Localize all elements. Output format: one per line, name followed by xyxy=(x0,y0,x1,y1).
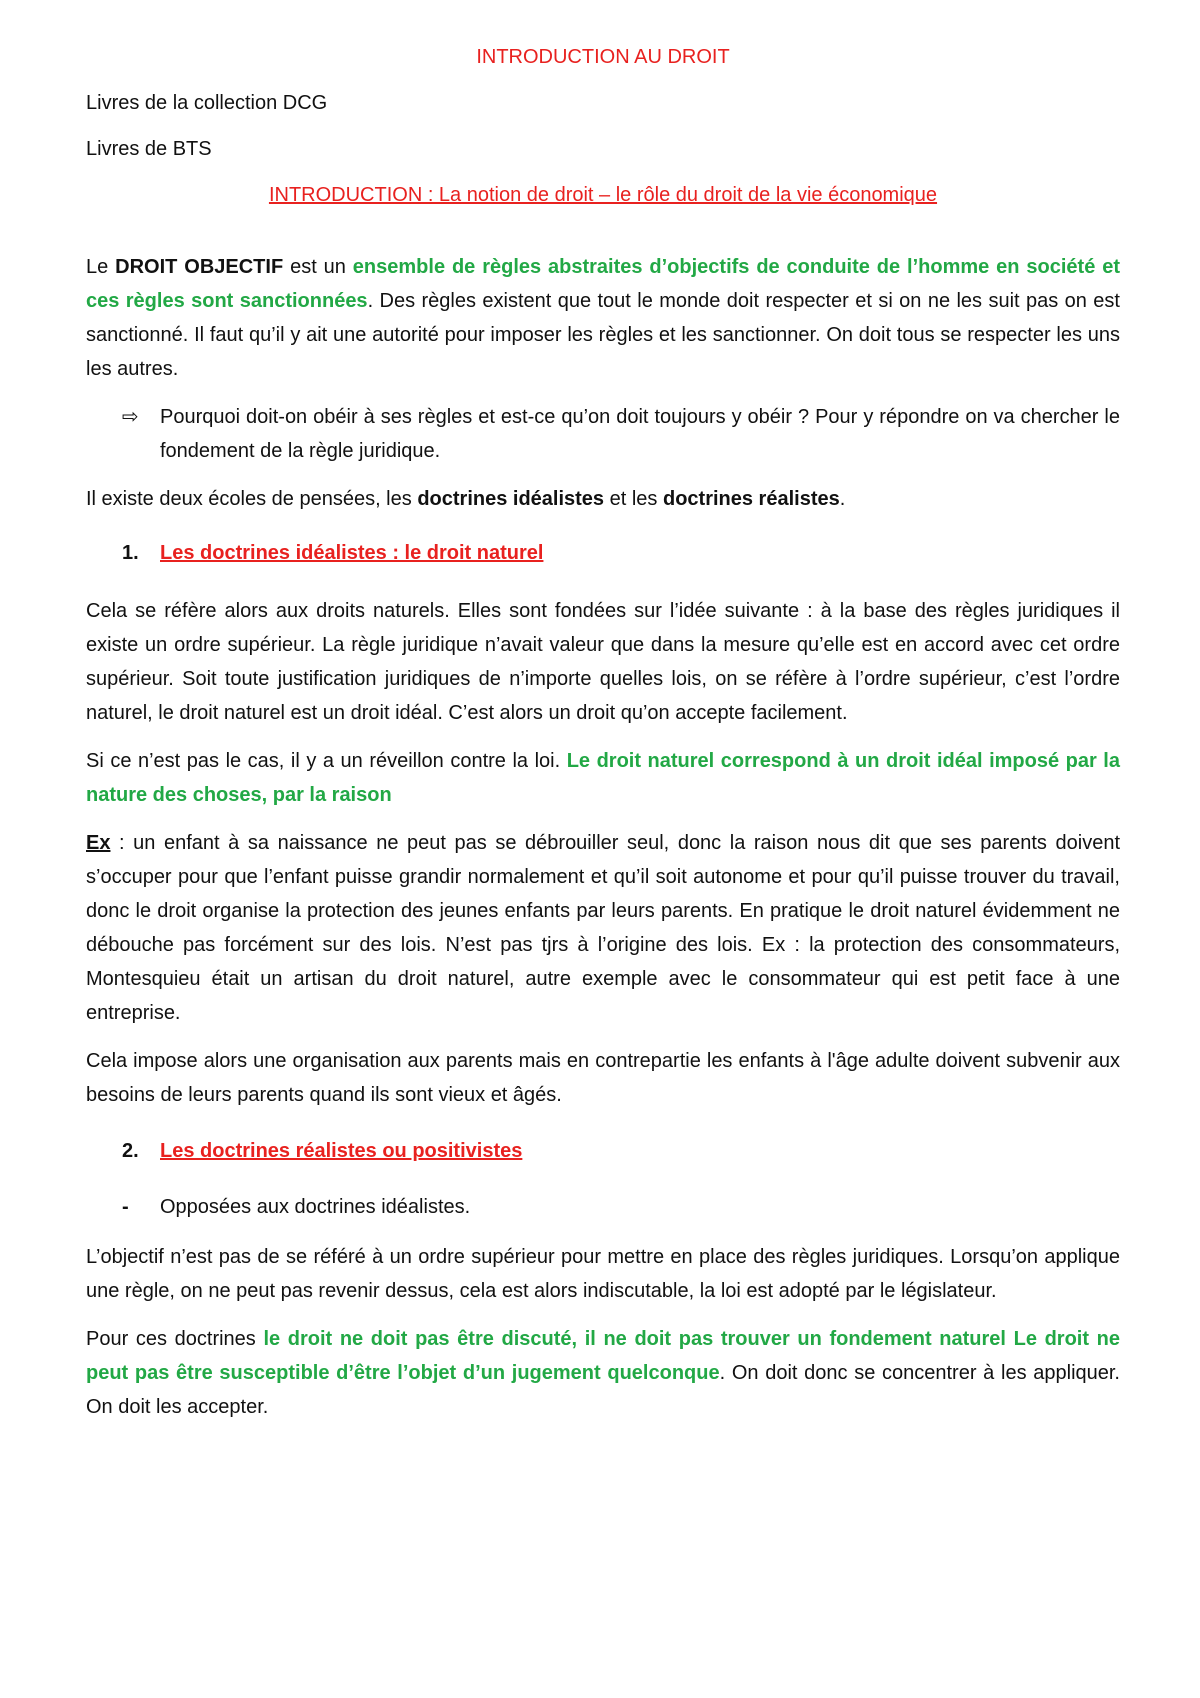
section-number: 1. xyxy=(122,542,139,564)
arrow-bullet-item xyxy=(86,400,1120,468)
text-run: Si ce n’est pas le cas, il y a un réveillon contre la loi. xyxy=(86,750,567,772)
document-title: INTRODUCTION AU DROIT xyxy=(476,46,730,68)
section-heading-2 xyxy=(86,1136,1120,1166)
arrow-right-icon: ⇨ xyxy=(122,406,139,428)
example-label: Ex xyxy=(86,832,111,854)
dash-mark: - xyxy=(122,1196,129,1218)
bold-term: doctrines réalistes xyxy=(662,488,840,510)
paragraph-droits-naturels: Cela se réfère alors aux droits naturels. Elles sont fondées sur l’idée suivante : à la base des règles juridiques il existe un ordre supérieur. La règle juridique n’avait valeur que dans la mesure qu’elle est en accord avec cet ordre supérieur. Soit toute justification juridiques de n’importe quelles lois, on se réfère à l’ordre supérieur, c’est l’ordre naturel, le droit naturel est un droit idéal. C’est alors un droit qu’on accepte facilement. xyxy=(86,600,1120,724)
paragraph-objectif: L’objectif n’est pas de se référé à un ordre supérieur pour mettre en place des règles juridiques. Lorsqu’on applique une règle, on ne peut pas revenir dessus, cela est alors indiscutable, la loi est adopté par le législateur. xyxy=(86,1246,1120,1302)
paragraph-organisation: Cela impose alors une organisation aux parents mais en contrepartie les enfants à l'âge adulte doivent subvenir aux besoins de leurs parents quand ils sont vieux et âgés. xyxy=(86,1050,1120,1106)
bullet-text: Pourquoi doit-on obéir à ses règles et est-ce qu’on doit toujours y obéir ? Pour y répondre on va chercher le fondement de la règle juridique. xyxy=(160,406,1120,462)
dash-text: Opposées aux doctrines idéalistes. xyxy=(160,1196,471,1218)
bold-term: doctrines idéalistes xyxy=(417,488,605,510)
reference-line: Livres de la collection DCG xyxy=(86,92,328,114)
paragraph-droit-objectif xyxy=(86,250,1120,386)
text-run: est un xyxy=(283,256,353,278)
green-highlight: Le droit naturel correspond à un droit idéal imposé par la nature des choses, par la raison xyxy=(86,750,1120,806)
text-run: et les xyxy=(604,488,663,510)
dash-list-item xyxy=(86,1192,1120,1222)
text-run: Il existe deux écoles de pensées, les xyxy=(86,488,418,510)
paragraph-ecoles xyxy=(86,482,1120,516)
green-highlight: ensemble de règles abstraites d’objectifs de conduite de l’homme en société et ces règles sont sanctionnées xyxy=(86,256,1120,312)
introduction-heading: INTRODUCTION : La notion de droit – le rôle du droit de la vie économique xyxy=(268,184,938,206)
reference-line: Livres de BTS xyxy=(86,138,212,160)
bold-term: DROIT OBJECTIF xyxy=(115,256,284,278)
section-heading-1 xyxy=(86,538,1120,568)
text-run: . Des règles existent que tout le monde doit respecter et si on ne les suit pas on est sanctionné. Il faut qu’il y ait une autorité pour imposer les règles et les sanctionner. On doit tous se respecter les uns les autres. xyxy=(86,290,1120,380)
text-run: : un enfant à sa naissance ne peut pas se débrouiller seul, donc la raison nous dit que ses parents doivent s’occuper pour que l’enfant puisse grandir normalement et qu’il soit autonome et pour qu’il puisse trouver du travail, donc le droit organise la protection des jeunes enfants par leurs parents. En pratique le droit naturel évidemment ne débouche pas forcément sur des lois. N’est pas tjrs à l’origine des lois. Ex : la protection des consommateurs, Montesquieu était un artisan du droit naturel, autre exemple avec le consommateur qui est petit face à une entreprise. xyxy=(86,832,1120,1024)
text-run: . On doit donc se concentrer à les appliquer. On doit les accepter. xyxy=(86,1362,1120,1418)
section-title: Les doctrines idéalistes : le droit naturel xyxy=(160,542,544,564)
text-run: Le xyxy=(86,256,116,278)
section-title: Les doctrines réalistes ou positivistes xyxy=(160,1140,523,1162)
text-run: . xyxy=(839,488,846,510)
paragraph-droit-naturel-definition xyxy=(86,744,1120,812)
text-run: Pour ces doctrines xyxy=(86,1328,264,1350)
paragraph-doctrines-positivistes xyxy=(86,1322,1120,1424)
section-number: 2. xyxy=(122,1140,139,1162)
green-highlight: le droit ne doit pas être discuté, il ne doit pas trouver un fondement naturel Le droit ne peut pas être susceptible d’être l’objet d’un jugement quelconque xyxy=(86,1328,1120,1384)
paragraph-exemple xyxy=(86,826,1120,1030)
